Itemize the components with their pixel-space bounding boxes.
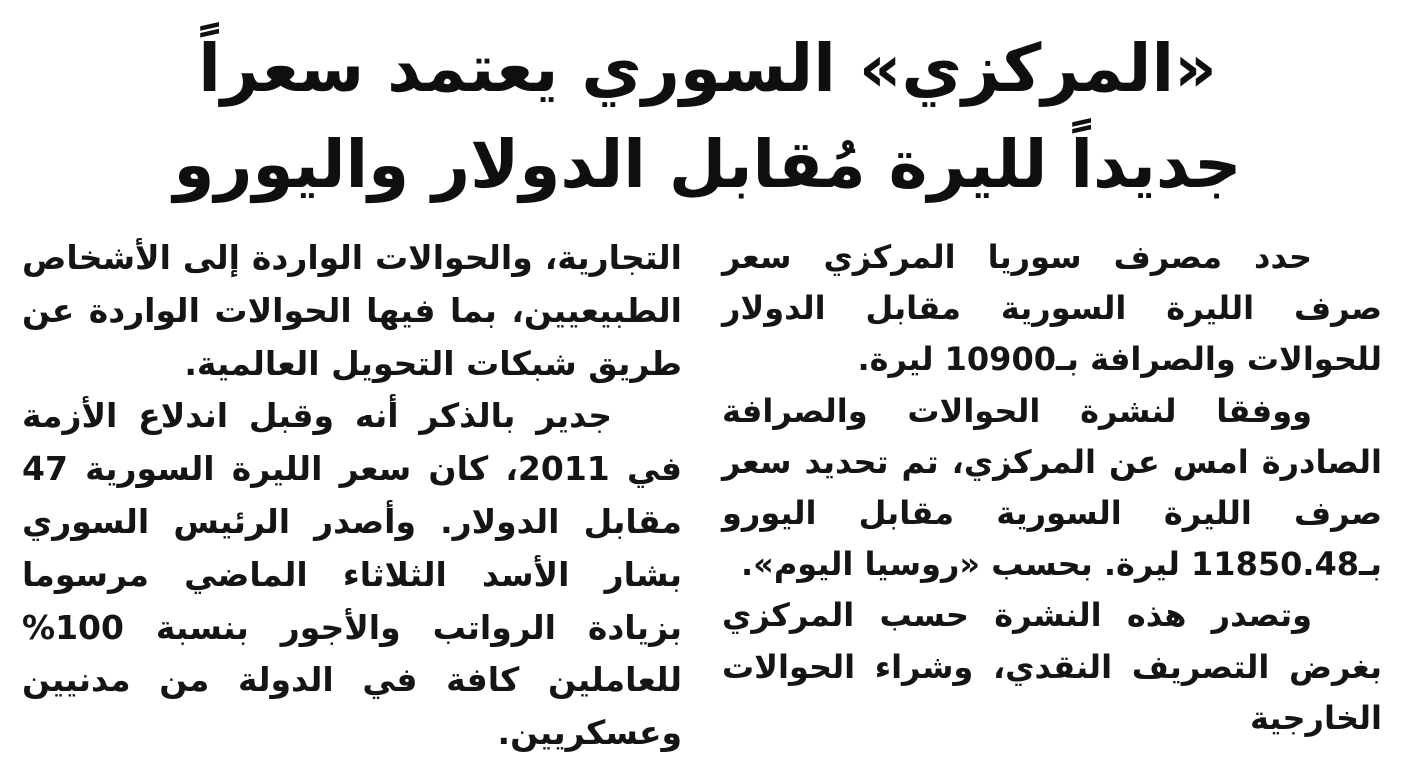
paragraph-2: ووفقا لنشرة الحوالات والصرافة الصادرة امس عن المركزي، تم تحديد سعر صرف الليرة السورية مقابل اليورو بـ11850.48 ليرة. بحسب «روسيا اليوم».	[722, 391, 1382, 584]
paragraph-3: وتصدر هذه النشرة حسب المركزي بغرض التصريف النقدي، وشراء الحوالات الخارجية	[722, 596, 1382, 737]
article-column-left	[22, 232, 682, 760]
headline-line-1: «المركزي» السوري يعتمد سعراً	[198, 30, 1217, 107]
paragraph-1: حدد مصرف سوريا المركزي سعر صرف الليرة السورية مقابل الدولار للحوالات والصرافة بـ10900 ليرة.	[722, 238, 1382, 379]
paragraph-4: التجارية، والحوالات الواردة إلى الأشخاص الطبيعيين، بما فيها الحوالات الواردة عن طريق شبكات التحويل العالمية.	[22, 238, 682, 383]
article-column-right	[722, 232, 1382, 744]
headline-line-2: جديداً لليرة مُقابل الدولار واليورو	[173, 126, 1242, 203]
paragraph-5: جدير بالذكر أنه وقبل اندلاع الأزمة في 2011، كان سعر الليرة السورية 47 مقابل الدولار. وأصدر الرئيس السوري بشار الأسد الثلاثاء الماضي مرسوما بزيادة الرواتب والأجور بنسبة 100% للعاملين كافة في الدولة من مدنيين وعسكريين.	[22, 396, 682, 753]
